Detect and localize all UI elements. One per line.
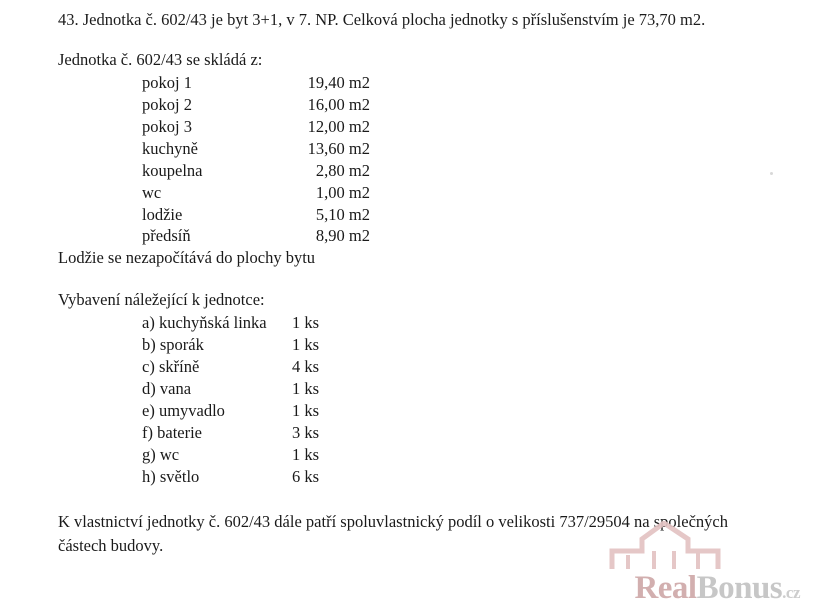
equipment-name: d) vana — [142, 379, 192, 399]
watermark-tld: .cz — [782, 583, 800, 602]
table-row — [142, 400, 370, 422]
equipment-count: 1 ks — [292, 401, 320, 421]
composition-heading: Jednotka č. 602/43 se skládá z: — [58, 49, 263, 69]
equipment-count: 1 ks — [292, 445, 320, 465]
table-row — [142, 356, 370, 378]
equipment-count: 1 ks — [292, 313, 320, 333]
room-area: 5,10 m2 — [315, 204, 370, 224]
table-row — [142, 72, 370, 94]
equipment-count: 6 ks — [292, 466, 320, 486]
table-row — [142, 444, 370, 466]
closing-paragraph: K vlastnictví jednotky č. 602/43 dále patří spoluvlastnický podíl o velikosti 737/29504 na společných částech budovy. — [58, 511, 728, 555]
equipment-name: a) kuchyňská linka — [142, 313, 267, 333]
room-area: 1,00 m2 — [315, 182, 370, 202]
equipment-count: 1 ks — [292, 335, 320, 355]
equipment-count: 3 ks — [292, 423, 320, 443]
equipment-count: 1 ks — [292, 379, 320, 399]
table-row — [142, 334, 370, 356]
table-row — [142, 225, 370, 247]
realbonus-watermark — [568, 519, 808, 611]
table-row — [142, 466, 370, 488]
house-roof-icon — [602, 521, 752, 571]
equipment-table — [142, 312, 370, 488]
equipment-name: g) wc — [142, 445, 180, 465]
equipment-name: e) umyvadlo — [142, 401, 225, 421]
scan-artifact — [770, 172, 773, 175]
rooms-table — [142, 72, 370, 248]
room-name: kuchyně — [142, 138, 198, 158]
table-row — [142, 312, 370, 334]
table-row — [142, 422, 370, 444]
watermark-text — [634, 570, 800, 607]
table-row — [142, 378, 370, 400]
room-area: 19,40 m2 — [307, 72, 370, 92]
intro-paragraph: 43. Jednotka č. 602/43 je byt 3+1, v 7. NP. Celková plocha jednotky s příslušenstvím je 73,70 m2. — [58, 10, 706, 29]
equipment-name: c) skříně — [142, 357, 200, 377]
watermark-brand-first: Real — [634, 570, 697, 606]
equipment-count: 4 ks — [292, 357, 320, 377]
room-area: 16,00 m2 — [307, 94, 370, 114]
spacer — [58, 268, 748, 290]
equipment-name: b) sporák — [142, 335, 204, 355]
room-name: pokoj 2 — [142, 94, 192, 114]
room-area: 12,00 m2 — [307, 116, 370, 136]
room-name: pokoj 1 — [142, 72, 192, 92]
room-area: 13,60 m2 — [307, 138, 370, 158]
equipment-name: f) baterie — [142, 423, 202, 443]
room-name: předsíň — [142, 226, 191, 246]
document-body — [58, 8, 748, 558]
watermark-brand-second: Bonus — [696, 570, 783, 606]
room-area: 8,90 m2 — [315, 226, 370, 246]
equipment-heading: Vybavení náležející k jednotce: — [58, 290, 265, 310]
loggia-note: Lodžie se nezapočítává do plochy bytu — [58, 248, 316, 268]
table-row — [142, 138, 370, 160]
spacer — [58, 32, 748, 50]
table-row — [142, 182, 370, 204]
room-name: wc — [142, 182, 162, 202]
room-name: pokoj 3 — [142, 116, 192, 136]
table-row — [142, 204, 370, 226]
table-row — [142, 116, 370, 138]
table-row — [142, 94, 370, 116]
table-row — [142, 160, 370, 182]
equipment-name: h) světlo — [142, 466, 200, 486]
spacer — [58, 488, 748, 510]
room-name: koupelna — [142, 160, 203, 180]
room-area: 2,80 m2 — [315, 160, 370, 180]
room-name: lodžie — [142, 204, 183, 224]
